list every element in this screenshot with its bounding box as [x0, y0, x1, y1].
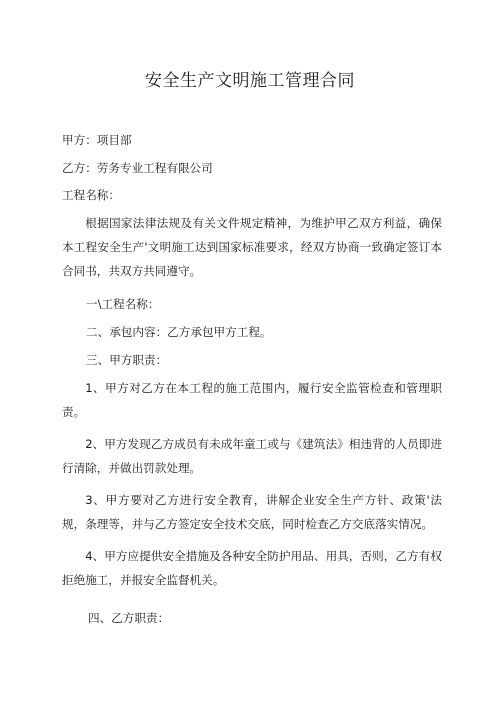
item-4-paragraph: 4、甲方应提供安全措施及各种安全防护用品、用具，否则，乙方有权拒绝施工，并报安全监督机关。 [62, 549, 442, 587]
document-title: 安全生产文明施工管理合同 [145, 71, 355, 91]
project-name: 工程名称： [62, 188, 120, 202]
section-1-heading: 一\工程名称： [86, 297, 160, 311]
section-4-heading: 四、乙方职责： [88, 611, 170, 625]
item-1-paragraph: 1、甲方对乙方在本工程的施工范围内，履行安全监管检查和管理职责。 [62, 381, 442, 419]
section-3-heading: 三、甲方职责： [86, 353, 168, 367]
intro-paragraph: 根据国家法律法规及有关文件规定精神，为维护甲乙双方利益，确保本工程安全生产'文明施工达到国家标准要求，经双方协商一致确定签订本合同书，共双方共同遵守。 [62, 216, 442, 278]
party-a: 甲方：项目部 [62, 133, 132, 147]
section-2-heading: 二、承包内容：乙方承包甲方工程。 [86, 325, 272, 339]
item-2-paragraph: 2、甲方发现乙方成员有未成年童工或与《建筑法》相违背的人员即进行清除，并做出罚款处理。 [62, 437, 442, 475]
item-3-paragraph: 3、甲方要对乙方进行安全教育，讲解企业安全生产方针、政策'法规，条理等，并与乙方签定安全技术交底，同时检查乙方交底落实情况。 [62, 493, 442, 531]
party-b: 乙方：劳务专业工程有限公司 [62, 161, 213, 175]
